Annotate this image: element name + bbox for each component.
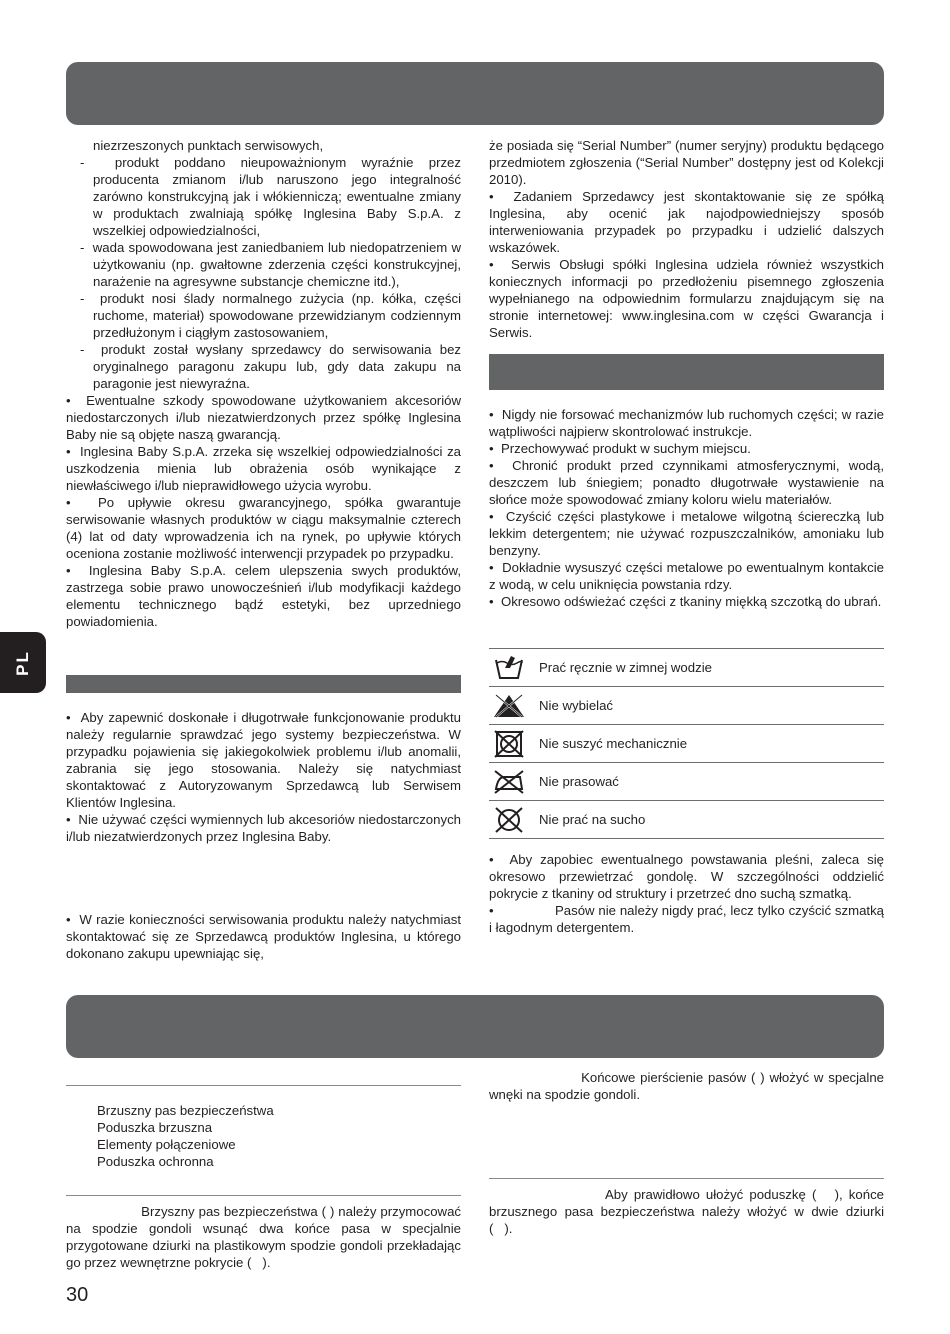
service-paragraph: • W razie konieczności serwisowania produktu należy natychmiast skontaktować się ze Sprzedawcą produktów Inglesina, u którego dokonano zakupu upewniając się, bbox=[66, 912, 461, 961]
paragraph: • Aby zapobiec ewentualnego powstawania pleśni, zaleca się okresowo przewietrzać gondolę. W szczególności oddzielić pokrycie z tkaniny od struktury i przetrzeć dno suchą szmatką. bbox=[489, 852, 884, 901]
care-symbol-row bbox=[489, 762, 884, 800]
parts-list-item: Brzuszny pas bezpieczeństwa bbox=[97, 1103, 274, 1118]
no-iron-icon bbox=[489, 767, 529, 797]
step-a-rule bbox=[66, 1195, 461, 1196]
care-section-bar bbox=[489, 354, 884, 390]
care-notes-column bbox=[489, 851, 884, 936]
paragraph: • Okresowo odświeżać części z tkaniny miękką szczotką do ubrań. bbox=[489, 594, 882, 609]
paragraph: • Dokładnie wysuszyć części metalowe po ewentualnym kontakcie z wodą, w celu uniknięcia powstania rdzy. bbox=[489, 560, 884, 592]
serial-number-column bbox=[489, 137, 884, 341]
parts-list-item: Elementy połączeniowe bbox=[97, 1137, 236, 1152]
step-a-text: Brzyszny pas bezpieczeństwa ( ) należy przymocować na spodzie gondoli wsunąć dwa końce pasa w specjalnie przygotowane dziurki na plastikowym spodzie gondoli przekładając go przez wewnętrzne pokrycie ( ). bbox=[66, 1204, 461, 1270]
parts-list-item: Poduszka brzuszna bbox=[97, 1120, 213, 1135]
no-dry-clean-icon bbox=[489, 805, 529, 835]
safety-section-bar bbox=[66, 675, 461, 693]
step-c-column bbox=[489, 1186, 884, 1237]
paragraph: - wada spowodowana jest zaniedbaniem lub niedopatrzeniem w użytkowaniu (np. gwałtowne zderzenia części konstrukcyjnej, narażenie na agresywne substancje chemiczne itd.), bbox=[80, 240, 461, 289]
care-symbol-label: Nie prać na sucho bbox=[539, 812, 646, 827]
care-symbol-label: Nie prasować bbox=[539, 774, 619, 789]
step-c-rule bbox=[489, 1178, 884, 1179]
parts-list bbox=[97, 1102, 274, 1170]
language-tab: PL bbox=[0, 632, 46, 693]
service-column bbox=[66, 911, 461, 962]
care-symbols-table bbox=[489, 648, 884, 839]
paragraph: • Ewentualne szkody spowodowane użytkowaniem akcesoriów niedostarczonych i/lub niezatwierdzonych przez spółkę Inglesina Baby nie są objęte naszą gwarancją. bbox=[66, 393, 461, 442]
bottom-header-band bbox=[66, 995, 884, 1058]
care-symbol-label: Prać ręcznie w zimnej wodzie bbox=[539, 660, 712, 675]
paragraph: niezrzeszonych punktach serwisowych, bbox=[93, 138, 324, 153]
parts-list-item: Poduszka ochronna bbox=[97, 1154, 214, 1169]
care-column bbox=[489, 406, 884, 610]
paragraph: • Zadaniem Sprzedawcy jest skontaktowanie się ze spółką Inglesina, aby ocenić jak najodpowiedniejszy sposób interweniowania przypadek po przypadku i udzielić dalszych wskazówek. bbox=[489, 189, 884, 255]
paragraph: • Nie używać części wymiennych lub akcesoriów niedostarczonych i/lub niezatwierdzonych przez Inglesina Baby. bbox=[66, 812, 461, 844]
step-b-text: Końcowe pierścienie pasów ( ) włożyć w specjalne wnęki na spodzie gondoli. bbox=[489, 1070, 884, 1102]
paragraph: - produkt został wysłany sprzedawcy do serwisowania bez oryginalnego paragonu zakupu lub, gdy data zakupu na paragonie jest niewyraźna. bbox=[80, 342, 461, 391]
parts-rule bbox=[66, 1085, 461, 1086]
paragraph: • Chronić produkt przed czynnikami atmosferycznymi, wodą, deszczem lub śniegiem; ponadto długotrwałe wystawienie na słońce może spowodować zmiany koloru wielu materiałów. bbox=[489, 458, 884, 507]
page-number: 30 bbox=[66, 1284, 89, 1306]
hand-wash-icon bbox=[489, 653, 529, 683]
care-symbol-row bbox=[489, 724, 884, 762]
care-symbol-label: Nie wybielać bbox=[539, 698, 614, 713]
paragraph: • Pasów nie należy nigdy prać, lecz tylko czyścić szmatką i łagodnym detergentem. bbox=[489, 903, 884, 935]
paragraph: • Nigdy nie forsować mechanizmów lub ruchomych części; w razie wątpliwości najpierw skontrolować instrukcje. bbox=[489, 407, 884, 439]
paragraph: - produkt nosi ślady normalnego zużycia (np. kółka, części ruchome, materiał) spowodowane przewidzianym codziennym przedłużonym i ciągłym zastosowaniem, bbox=[80, 291, 461, 340]
paragraph: • Aby zapewnić doskonałe i długotrwałe funkcjonowanie produktu należy regularnie sprawdzać jego systemy bezpieczeństwa. W przypadku pojawienia się jakiegokolwiek problemu i/lub anomalii, zabrania się jego stosowania. Należy się natychmiast skontaktować z Autoryzowanym Sprzedawcą lub Serwisem Klientów Inglesina. bbox=[66, 710, 461, 810]
care-symbol-row bbox=[489, 800, 884, 839]
care-symbol-row bbox=[489, 686, 884, 724]
step-c-text: Aby prawidłowo ułożyć poduszkę ( ), końce brzusznego pasa bezpieczeństwa należy włożyć w dwie dziurki ( ). bbox=[489, 1187, 884, 1236]
paragraph: że posiada się “Serial Number” (numer seryjny) produktu będącego przedmiotem zgłoszenia (“Serial Number” dostępny jest od Kolekcji 2010). bbox=[489, 138, 884, 187]
warranty-exclusions-column bbox=[66, 137, 461, 630]
paragraph: - produkt poddano nieupoważnionym wyraźnie przez producenta zmianom i/lub naruszono jego integralność zarówno konstrukcyjną jak i włókienniczą; ewentualne zmiany w produktach zwalniają spółkę Inglesina Baby S.p.A. z wszelkiej odpowiedzialności, bbox=[80, 155, 461, 238]
care-symbol-row bbox=[489, 648, 884, 686]
paragraph: • Inglesina Baby S.p.A. zrzeka się wszelkiej odpowiedzialności za uszkodzenia mienia lub obrażenia osób wynikające z niewłaściwego i/lub nieprawidłowego użycia wyrobu. bbox=[66, 444, 461, 493]
paragraph: • Serwis Obsługi spółki Inglesina udziela również wszystkich koniecznych informacji po przedłożeniu pisemnego zgłoszenia wypełnianego na odpowiednim formularzu znajdującym się na stronie internetowej: www.inglesina.com w części Gwarancja i Serwis. bbox=[489, 257, 884, 340]
safety-column bbox=[66, 709, 461, 845]
no-bleach-icon bbox=[489, 691, 529, 721]
no-tumble-dry-icon bbox=[489, 729, 529, 759]
paragraph: • Inglesina Baby S.p.A. celem ulepszenia swych produktów, zastrzega sobie prawo unowocześnień i/lub modyfikacji każdego elementu technicznego bądź estetyki, bez uprzedniego powiadomienia. bbox=[66, 563, 461, 629]
step-a-column bbox=[66, 1203, 461, 1271]
step-b-column bbox=[489, 1069, 884, 1103]
care-symbol-label: Nie suszyć mechanicznie bbox=[539, 736, 688, 751]
top-header-band bbox=[66, 62, 884, 125]
paragraph: • Przechowywać produkt w suchym miejscu. bbox=[489, 441, 751, 456]
paragraph: • Czyścić części plastykowe i metalowe wilgotną ściereczką lub lekkim detergentem; nie używać rozpuszczalników, amoniaku lub benzyny. bbox=[489, 509, 884, 558]
paragraph: • Po upływie okresu gwarancyjnego, spółka gwarantuje serwisowanie własnych produktów w ciągu maksymalnie czterech (4) lat od daty wprowadzenia ich na rynek, po upływie których oceniona zostanie możliwość interwencji przypadek po przypadku. bbox=[66, 495, 461, 561]
